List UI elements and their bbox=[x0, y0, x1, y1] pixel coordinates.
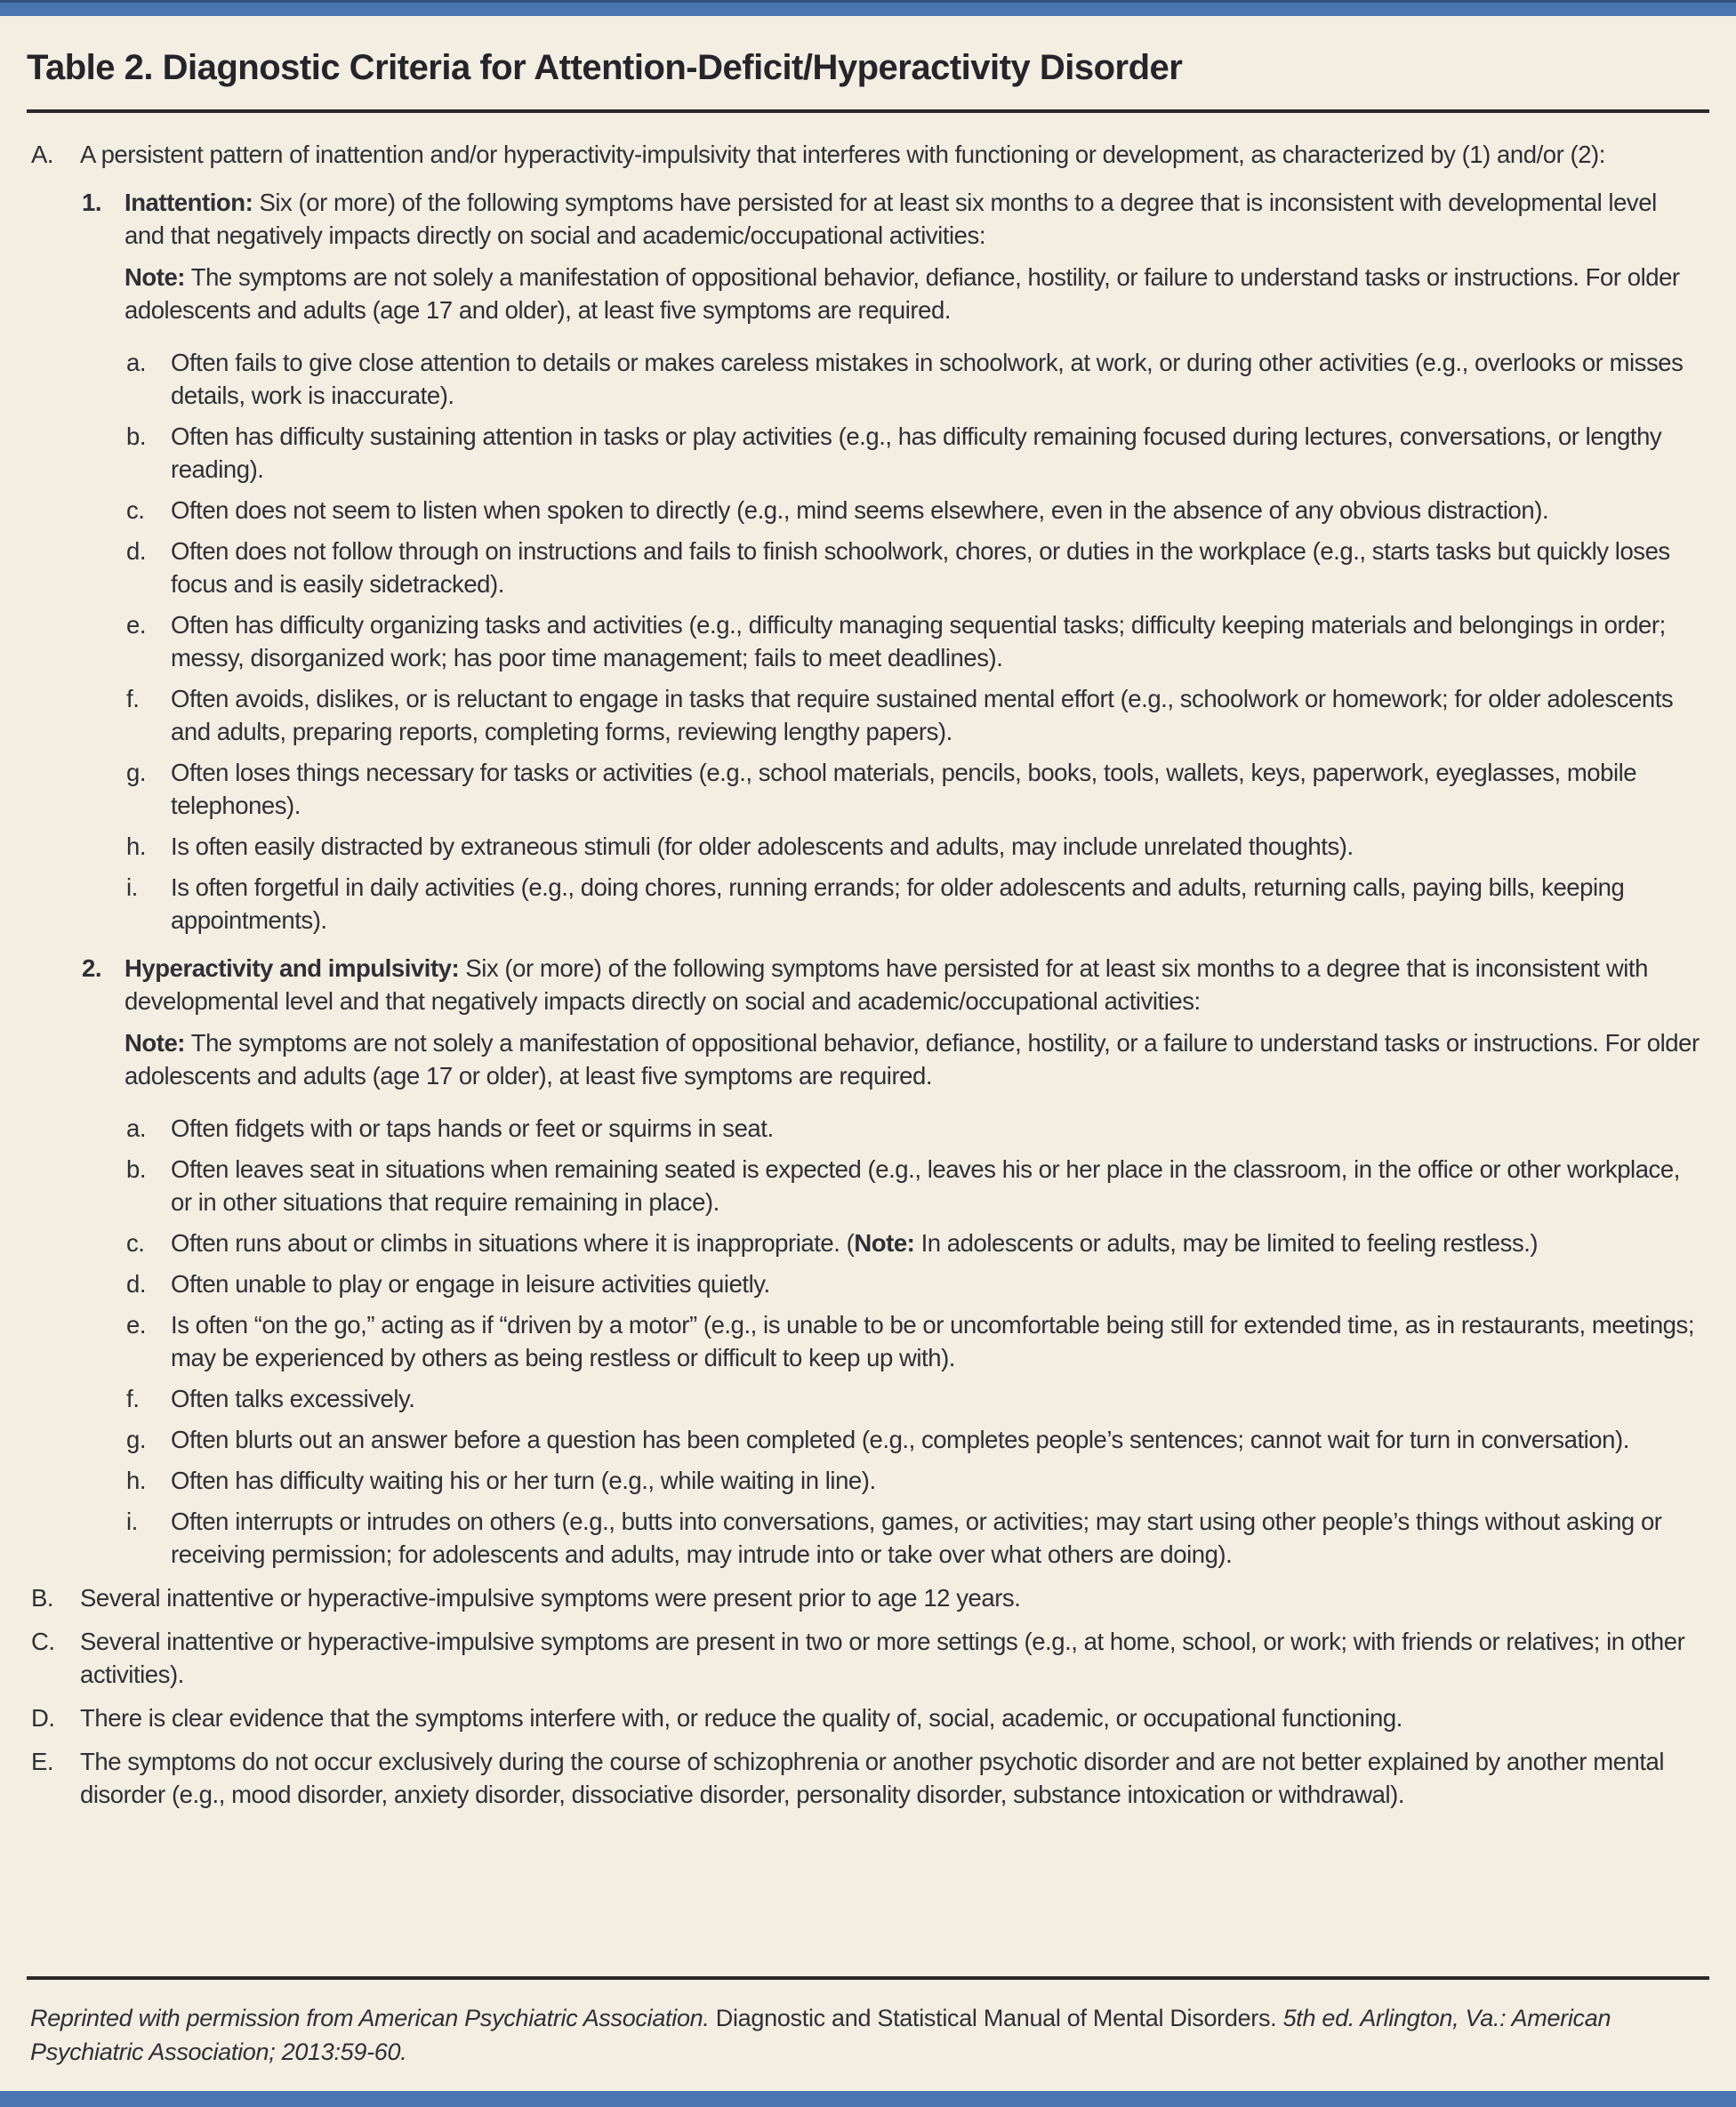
criterion-item bbox=[0, 261, 1736, 326]
text-segment: Often loses things necessary for tasks or activities (e.g., school materials, pencils, books, tools, wallets, keys, paperwork, eyeglasses, mobile telephones). bbox=[171, 759, 1637, 819]
criterion-marker: f. bbox=[126, 1385, 140, 1412]
text-segment: Often runs about or climbs in situations where it is inappropriate. ( bbox=[171, 1229, 855, 1257]
criterion-marker: 2. bbox=[82, 954, 102, 982]
table-title: Table 2. Diagnostic Criteria for Attention-Deficit/Hyperactivity Disorder bbox=[27, 48, 1183, 87]
criterion-marker: g. bbox=[126, 1426, 147, 1453]
criterion-text bbox=[171, 1311, 1694, 1371]
criterion-marker: h. bbox=[126, 832, 147, 860]
criterion-item bbox=[0, 1423, 1736, 1456]
criterion-marker: f. bbox=[126, 685, 140, 712]
criterion-marker: i. bbox=[126, 1508, 138, 1535]
criterion-marker: c. bbox=[126, 496, 145, 524]
bold-lead-in: Inattention: bbox=[125, 189, 253, 216]
criterion-marker: d. bbox=[126, 537, 147, 565]
criterion-text bbox=[171, 537, 1670, 598]
criterion-text bbox=[80, 141, 1605, 168]
citation-segment: 5th ed. Arlington, Va.: American Psychiatric Association; 2013:59-60. bbox=[30, 2005, 1611, 2065]
criterion-item bbox=[0, 1226, 1736, 1259]
criterion-text bbox=[125, 954, 1648, 1015]
citation-segment: Reprinted with permission from American Psychiatric Association. bbox=[30, 2005, 710, 2031]
text-segment: Often fails to give close attention to details or makes careless mistakes in schoolwork, at work, or during other activities (e.g., overlooks or misses details, work is inaccurate). bbox=[171, 349, 1684, 409]
criterion-item bbox=[0, 682, 1736, 748]
criterion-item bbox=[0, 1701, 1736, 1734]
criterion-text bbox=[171, 496, 1548, 524]
criterion-marker: h. bbox=[126, 1467, 147, 1494]
text-segment: Often has difficulty organizing tasks and activities (e.g., difficulty managing sequential tasks; difficulty keeping materials and belongings in order; messy, disorganized work; has poor time management; fails to meet deadlines). bbox=[171, 611, 1666, 672]
criterion-text bbox=[171, 1508, 1662, 1568]
table-header bbox=[0, 16, 1736, 88]
criterion-item bbox=[0, 138, 1736, 171]
text-segment: Is often easily distracted by extraneous stimuli (for older adolescents and adults, may include unrelated thoughts). bbox=[171, 832, 1354, 860]
footer-rule bbox=[27, 1976, 1709, 1980]
criterion-text bbox=[80, 1628, 1684, 1688]
criteria-list bbox=[0, 138, 1736, 1811]
criterion-text bbox=[125, 189, 1657, 249]
criterion-item bbox=[0, 871, 1736, 937]
criterion-marker: e. bbox=[126, 1311, 147, 1339]
text-segment: Six (or more) of the following symptoms have persisted for at least six months to a degree that is inconsistent with developmental level and that negatively impacts directly on social and academic/occupational activities: bbox=[125, 954, 1648, 1015]
citation-text bbox=[30, 2001, 1706, 2069]
criterion-item bbox=[0, 608, 1736, 674]
criterion-marker: d. bbox=[126, 1270, 147, 1298]
bold-lead-in: Hyperactivity and impulsivity: bbox=[125, 954, 460, 982]
criterion-item bbox=[0, 1625, 1736, 1691]
text-segment: Often does not seem to listen when spoken to directly (e.g., mind seems elsewhere, even in the absence of any obvious distraction). bbox=[171, 496, 1549, 524]
criterion-text bbox=[171, 611, 1666, 672]
criterion-text bbox=[171, 1229, 1538, 1257]
criterion-marker: c. bbox=[126, 1229, 145, 1257]
criterion-marker: b. bbox=[126, 422, 147, 450]
criterion-item bbox=[0, 1267, 1736, 1300]
text-segment: Often talks excessively. bbox=[171, 1385, 415, 1412]
text-segment: The symptoms are not solely a manifestation of oppositional behavior, defiance, hostility, or failure to understand tasks or instructions. For older adolescents and adults (age 17 and older), at least five symptoms are required. bbox=[125, 263, 1680, 324]
criterion-item bbox=[0, 535, 1736, 600]
criterion-marker: A. bbox=[31, 141, 54, 168]
criterion-marker: 1. bbox=[82, 189, 102, 216]
criterion-text bbox=[171, 759, 1636, 819]
criterion-text bbox=[171, 685, 1673, 745]
criterion-item bbox=[0, 346, 1736, 412]
text-segment: Often avoids, dislikes, or is reluctant to engage in tasks that require sustained mental effort (e.g., schoolwork or homework; for older adolescents and adults, preparing reports, completing forms, reviewing lengthy papers). bbox=[171, 685, 1674, 745]
criterion-item bbox=[0, 1382, 1736, 1415]
text-segment: In adolescents or adults, may be limited to feeling restless.) bbox=[914, 1229, 1539, 1257]
criterion-marker: E. bbox=[31, 1748, 54, 1775]
criterion-item bbox=[0, 830, 1736, 863]
criterion-text bbox=[171, 422, 1661, 483]
criterion-item bbox=[0, 1464, 1736, 1497]
text-segment: Six (or more) of the following symptoms have persisted for at least six months to a degree that is inconsistent with developmental level and that negatively impacts directly on social and academic/occupational activities: bbox=[125, 189, 1657, 249]
criterion-text bbox=[80, 1704, 1402, 1732]
criterion-text bbox=[171, 1467, 876, 1494]
criterion-item bbox=[0, 952, 1736, 1017]
text-segment: Often has difficulty sustaining attention in tasks or play activities (e.g., has difficulty remaining focused during lectures, conversations, or lengthy reading). bbox=[171, 422, 1662, 483]
criterion-text bbox=[80, 1584, 1020, 1612]
criterion-item bbox=[0, 1153, 1736, 1218]
criterion-text bbox=[171, 349, 1683, 409]
text-segment: Often leaves seat in situations when remaining seated is expected (e.g., leaves his or her place in the classroom, in the office or other workplace, or in other situations that require remaining in place). bbox=[171, 1155, 1680, 1216]
text-segment: There is clear evidence that the symptoms interfere with, or reduce the quality of, social, academic, or occupational functioning. bbox=[80, 1704, 1402, 1732]
criterion-marker: C. bbox=[31, 1628, 55, 1655]
criterion-item bbox=[0, 756, 1736, 822]
criterion-text bbox=[171, 873, 1624, 934]
criterion-item bbox=[0, 1505, 1736, 1571]
criterion-item bbox=[0, 1026, 1736, 1092]
criterion-text bbox=[171, 1426, 1629, 1453]
criterion-text bbox=[171, 832, 1354, 860]
criterion-marker: b. bbox=[126, 1155, 147, 1183]
text-segment: Is often “on the go,” acting as if “driven by a motor” (e.g., is unable to be or uncomfortable being still for extended time, as in restaurants, meetings; may be experienced by others as being restless or difficult to keep up with). bbox=[171, 1311, 1695, 1371]
criterion-marker: a. bbox=[126, 349, 147, 376]
text-segment: Often blurts out an answer before a question has been completed (e.g., completes people’s sentences; cannot wait for turn in conversation). bbox=[171, 1426, 1629, 1453]
criterion-text bbox=[171, 1270, 770, 1298]
criterion-marker: e. bbox=[126, 611, 147, 639]
text-segment: Often interrupts or intrudes on others (e.g., butts into conversations, games, or activities; may start using other people’s things without asking or receiving permission; for adolescents and adults, may intrude into or take over what others are doing). bbox=[171, 1508, 1662, 1568]
criterion-text bbox=[171, 1114, 774, 1142]
criterion-marker: D. bbox=[31, 1704, 55, 1732]
top-blue-bar bbox=[0, 0, 1736, 16]
criterion-text bbox=[80, 1748, 1664, 1808]
bold-lead-in: Note: bbox=[125, 263, 186, 291]
criterion-text bbox=[125, 263, 1680, 324]
text-segment: Often fidgets with or taps hands or feet or squirms in seat. bbox=[171, 1114, 774, 1142]
text-segment: A persistent pattern of inattention and/or hyperactivity-impulsivity that interferes with functioning or development, as characterized by (1) and/or (2): bbox=[80, 141, 1605, 168]
criterion-text bbox=[171, 1385, 415, 1412]
criterion-item bbox=[0, 420, 1736, 486]
criterion-marker: i. bbox=[126, 873, 138, 901]
criterion-text bbox=[171, 1155, 1680, 1216]
criterion-item bbox=[0, 494, 1736, 527]
criterion-marker: a. bbox=[126, 1114, 147, 1142]
criterion-item bbox=[0, 1308, 1736, 1374]
bottom-blue-bar bbox=[0, 2091, 1736, 2107]
text-segment: Often unable to play or engage in leisure activities quietly. bbox=[171, 1270, 770, 1298]
criterion-item bbox=[0, 1112, 1736, 1145]
criterion-item bbox=[0, 1745, 1736, 1811]
citation-book-title: Diagnostic and Statistical Manual of Mental Disorders. bbox=[709, 2005, 1277, 2031]
criterion-text bbox=[125, 1029, 1700, 1090]
criterion-item bbox=[0, 1581, 1736, 1614]
text-segment: Several inattentive or hyperactive-impulsive symptoms were present prior to age 12 years. bbox=[80, 1584, 1021, 1612]
text-segment: Often has difficulty waiting his or her turn (e.g., while waiting in line). bbox=[171, 1467, 876, 1494]
criterion-marker: g. bbox=[126, 759, 147, 786]
text-segment: Several inattentive or hyperactive-impulsive symptoms are present in two or more settings (e.g., at home, school, or work; with friends or relatives; in other activities). bbox=[80, 1628, 1685, 1688]
source-citation bbox=[0, 1976, 1736, 2069]
title-rule bbox=[27, 109, 1709, 113]
text-segment: Is often forgetful in daily activities (e.g., doing chores, running errands; for older adolescents and adults, returning calls, paying bills, keeping appointments). bbox=[171, 873, 1625, 934]
criterion-marker: B. bbox=[31, 1584, 54, 1612]
text-segment: Often does not follow through on instructions and fails to finish schoolwork, chores, or duties in the workplace (e.g., starts tasks but quickly loses focus and is easily sidetracked). bbox=[171, 537, 1670, 598]
bold-lead-in: Note: bbox=[125, 1029, 186, 1057]
text-segment: The symptoms do not occur exclusively during the course of schizophrenia or another psychotic disorder and are not better explained by another mental disorder (e.g., mood disorder, anxiety disorder, dissociative disorder, personality disorder, substance intoxication or withdrawal). bbox=[80, 1748, 1665, 1808]
text-segment: The symptoms are not solely a manifestation of oppositional behavior, defiance, hostility, or a failure to understand tasks or instructions. For older adolescents and adults (age 17 or older), at least five symptoms are required. bbox=[125, 1029, 1700, 1090]
criterion-item bbox=[0, 186, 1736, 252]
bold-lead-in: Note: bbox=[854, 1229, 915, 1257]
